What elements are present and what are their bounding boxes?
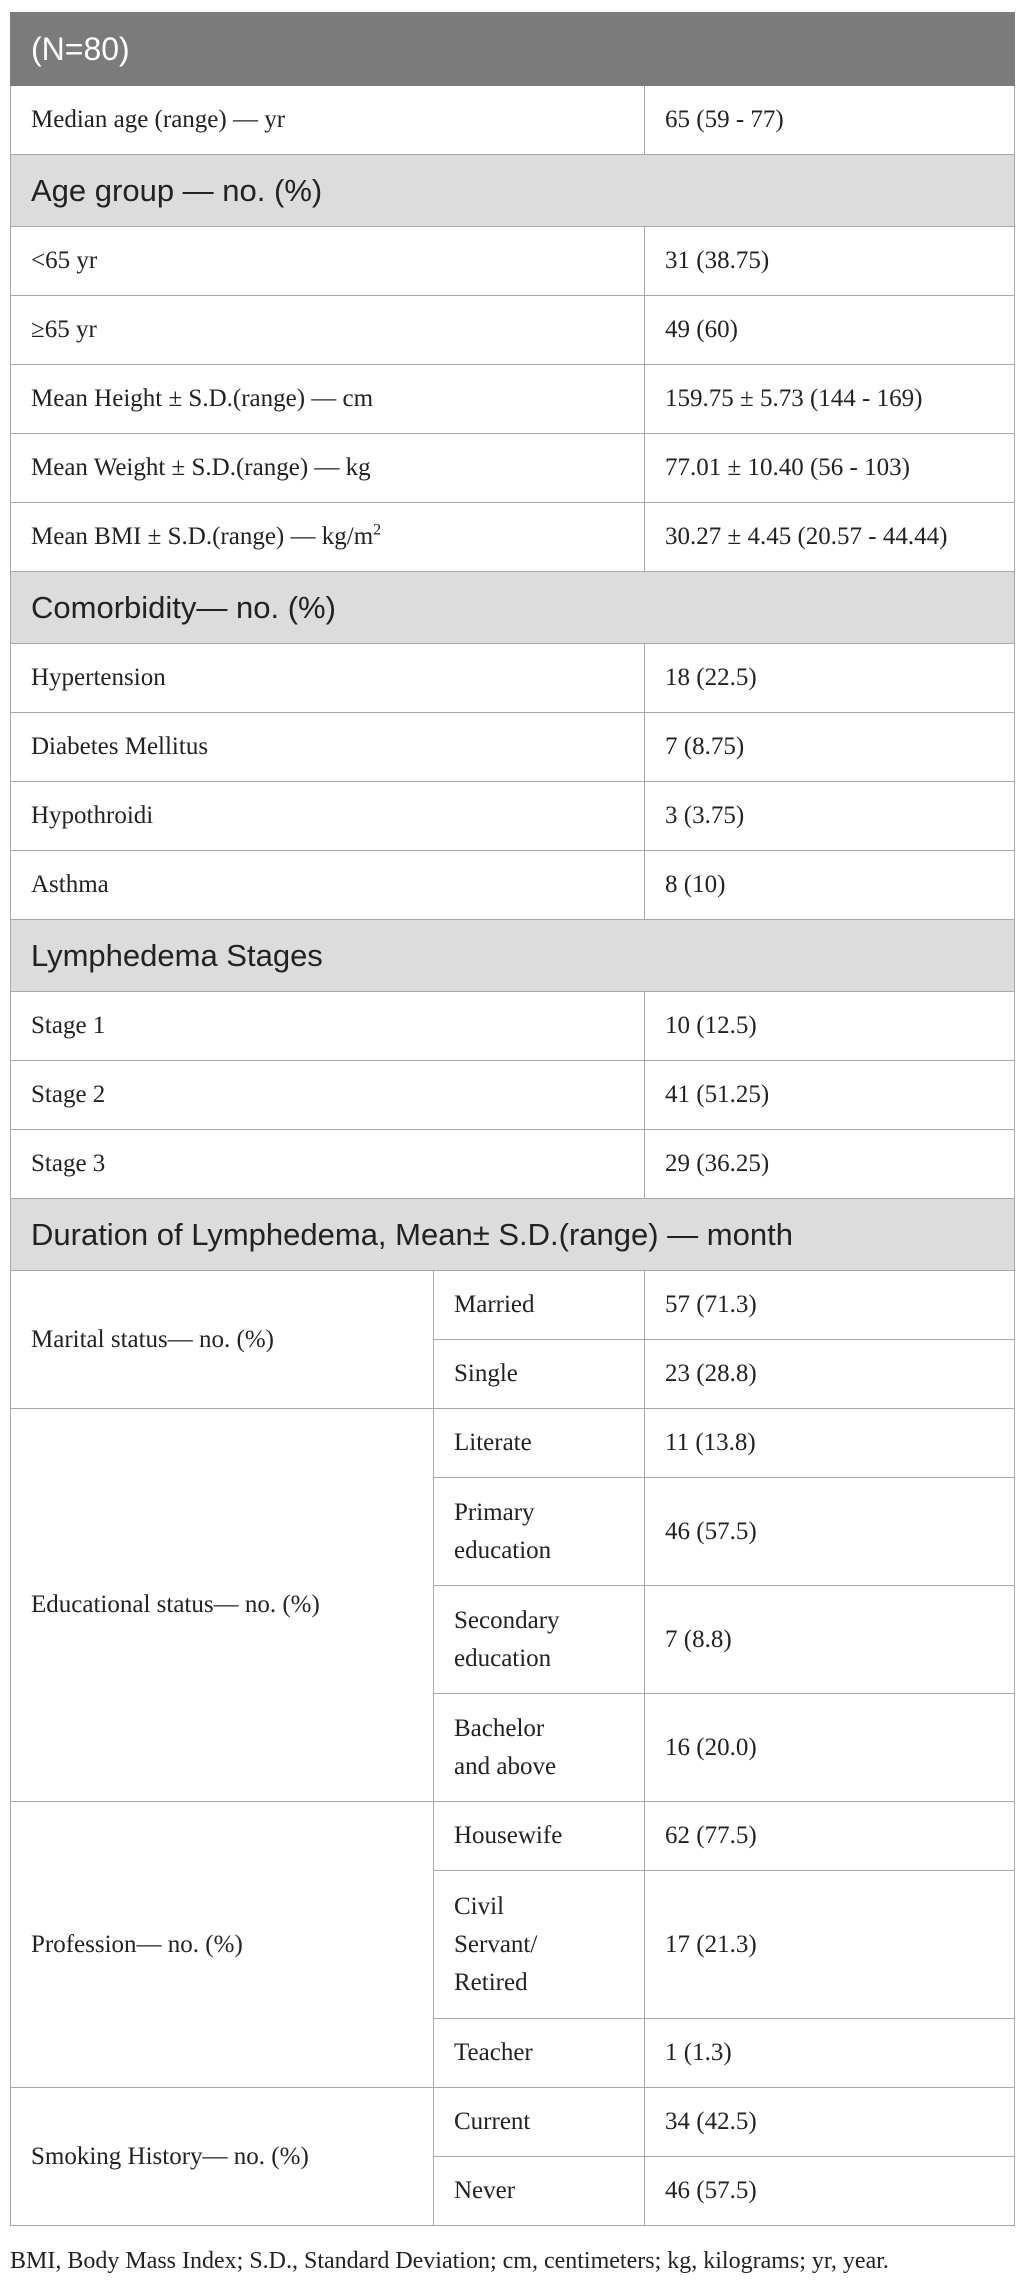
sub-label (434, 1586, 645, 1694)
table-row (11, 713, 1015, 782)
sub-label (434, 1871, 645, 2019)
table-row (11, 1061, 1015, 1130)
table-row (11, 1130, 1015, 1199)
sub-label: Never (434, 2157, 645, 2226)
sub-label-line: and above (454, 1752, 557, 1780)
row-value: 65 (59 - 77) (645, 86, 1015, 155)
row-value: 41 (51.25) (645, 1061, 1015, 1130)
row-label: Hypothroidi (11, 782, 645, 851)
table-row (11, 851, 1015, 920)
table-row (11, 1409, 1015, 1478)
table-header-title: (N=80) (11, 13, 1015, 86)
row-label: Asthma (11, 851, 645, 920)
row-label: Stage 2 (11, 1061, 645, 1130)
sub-label (434, 1478, 645, 1586)
group-label-marital: Marital status— no. (%) (11, 1271, 434, 1409)
sub-label: Married (434, 1271, 645, 1340)
row-label: Median age (range) — yr (11, 86, 645, 155)
row-value: 49 (60) (645, 296, 1015, 365)
section-header-row (11, 920, 1015, 992)
row-label: Hypertension (11, 644, 645, 713)
row-value: 31 (38.75) (645, 227, 1015, 296)
section-header-row (11, 572, 1015, 644)
sub-label: Literate (434, 1409, 645, 1478)
bmi-label-text: Mean BMI ± S.D.(range) — kg/m (31, 523, 374, 550)
sub-label: Current (434, 2088, 645, 2157)
row-value: 8 (10) (645, 851, 1015, 920)
table-row (11, 644, 1015, 713)
table-row (11, 1271, 1015, 1340)
table-row (11, 365, 1015, 434)
row-label: Mean Weight ± S.D.(range) — kg (11, 434, 645, 503)
row-label: Mean Height ± S.D.(range) — cm (11, 365, 645, 434)
bmi-label-superscript: 2 (373, 521, 382, 539)
section-header-row (11, 155, 1015, 227)
table-row (11, 992, 1015, 1061)
sub-label: Housewife (434, 1802, 645, 1871)
sub-label-line: Servant/ (454, 1930, 538, 1958)
sub-label-line: Bachelor (454, 1714, 545, 1742)
row-value: 30.27 ± 4.45 (20.57 - 44.44) (645, 503, 1015, 572)
row-value: 11 (13.8) (645, 1409, 1015, 1478)
section-header-row (11, 1199, 1015, 1271)
sub-label-line: education (454, 1536, 552, 1564)
sub-label: Teacher (434, 2019, 645, 2088)
section-heading-lymphedema-stages: Lymphedema Stages (11, 920, 1015, 992)
row-value: 16 (20.0) (645, 1694, 1015, 1802)
table-row (11, 434, 1015, 503)
table-footnote: BMI, Body Mass Index; S.D., Standard Deviation; cm, centimeters; kg, kilograms; yr, year. (10, 2248, 889, 2274)
row-value: 46 (57.5) (645, 1478, 1015, 1586)
row-value: 62 (77.5) (645, 1802, 1015, 1871)
sub-label-line: Secondary (454, 1606, 560, 1634)
table-row (11, 86, 1015, 155)
row-value: 18 (22.5) (645, 644, 1015, 713)
table-row (11, 782, 1015, 851)
sub-label: Single (434, 1340, 645, 1409)
row-label: Diabetes Mellitus (11, 713, 645, 782)
section-heading-comorbidity: Comorbidity— no. (%) (11, 572, 1015, 644)
sub-label-line: Civil (454, 1892, 505, 1920)
group-label-education: Educational status— no. (%) (11, 1409, 434, 1802)
sub-label-line: education (454, 1644, 552, 1672)
group-label-profession: Profession— no. (%) (11, 1802, 434, 2088)
table-row (11, 296, 1015, 365)
group-label-smoking: Smoking History— no. (%) (11, 2088, 434, 2226)
section-heading-duration: Duration of Lymphedema, Mean± S.D.(range) — month (11, 1199, 1015, 1271)
section-heading-age-group: Age group — no. (%) (11, 155, 1015, 227)
table-row (11, 2088, 1015, 2157)
row-value: 3 (3.75) (645, 782, 1015, 851)
row-value: 17 (21.3) (645, 1871, 1015, 2019)
row-value: 23 (28.8) (645, 1340, 1015, 1409)
row-value: 29 (36.25) (645, 1130, 1015, 1199)
row-value: 159.75 ± 5.73 (144 - 169) (645, 365, 1015, 434)
row-value: 7 (8.75) (645, 713, 1015, 782)
demographics-table (10, 12, 1015, 2226)
table-row (11, 503, 1015, 572)
table-row (11, 1802, 1015, 1871)
row-label: <65 yr (11, 227, 645, 296)
row-label: Stage 1 (11, 992, 645, 1061)
table-row (11, 227, 1015, 296)
row-value: 46 (57.5) (645, 2157, 1015, 2226)
sub-label-line: Primary (454, 1498, 535, 1526)
row-value: 7 (8.8) (645, 1586, 1015, 1694)
sub-label-line: Retired (454, 1968, 528, 1996)
row-value: 77.01 ± 10.40 (56 - 103) (645, 434, 1015, 503)
sub-label (434, 1694, 645, 1802)
row-label: Stage 3 (11, 1130, 645, 1199)
row-value: 1 (1.3) (645, 2019, 1015, 2088)
row-value: 34 (42.5) (645, 2088, 1015, 2157)
row-label: ≥65 yr (11, 296, 645, 365)
row-value: 10 (12.5) (645, 992, 1015, 1061)
row-value: 57 (71.3) (645, 1271, 1015, 1340)
demographics-table-container (10, 12, 1014, 2226)
table-header-row (11, 13, 1015, 86)
row-label-bmi (11, 503, 645, 572)
